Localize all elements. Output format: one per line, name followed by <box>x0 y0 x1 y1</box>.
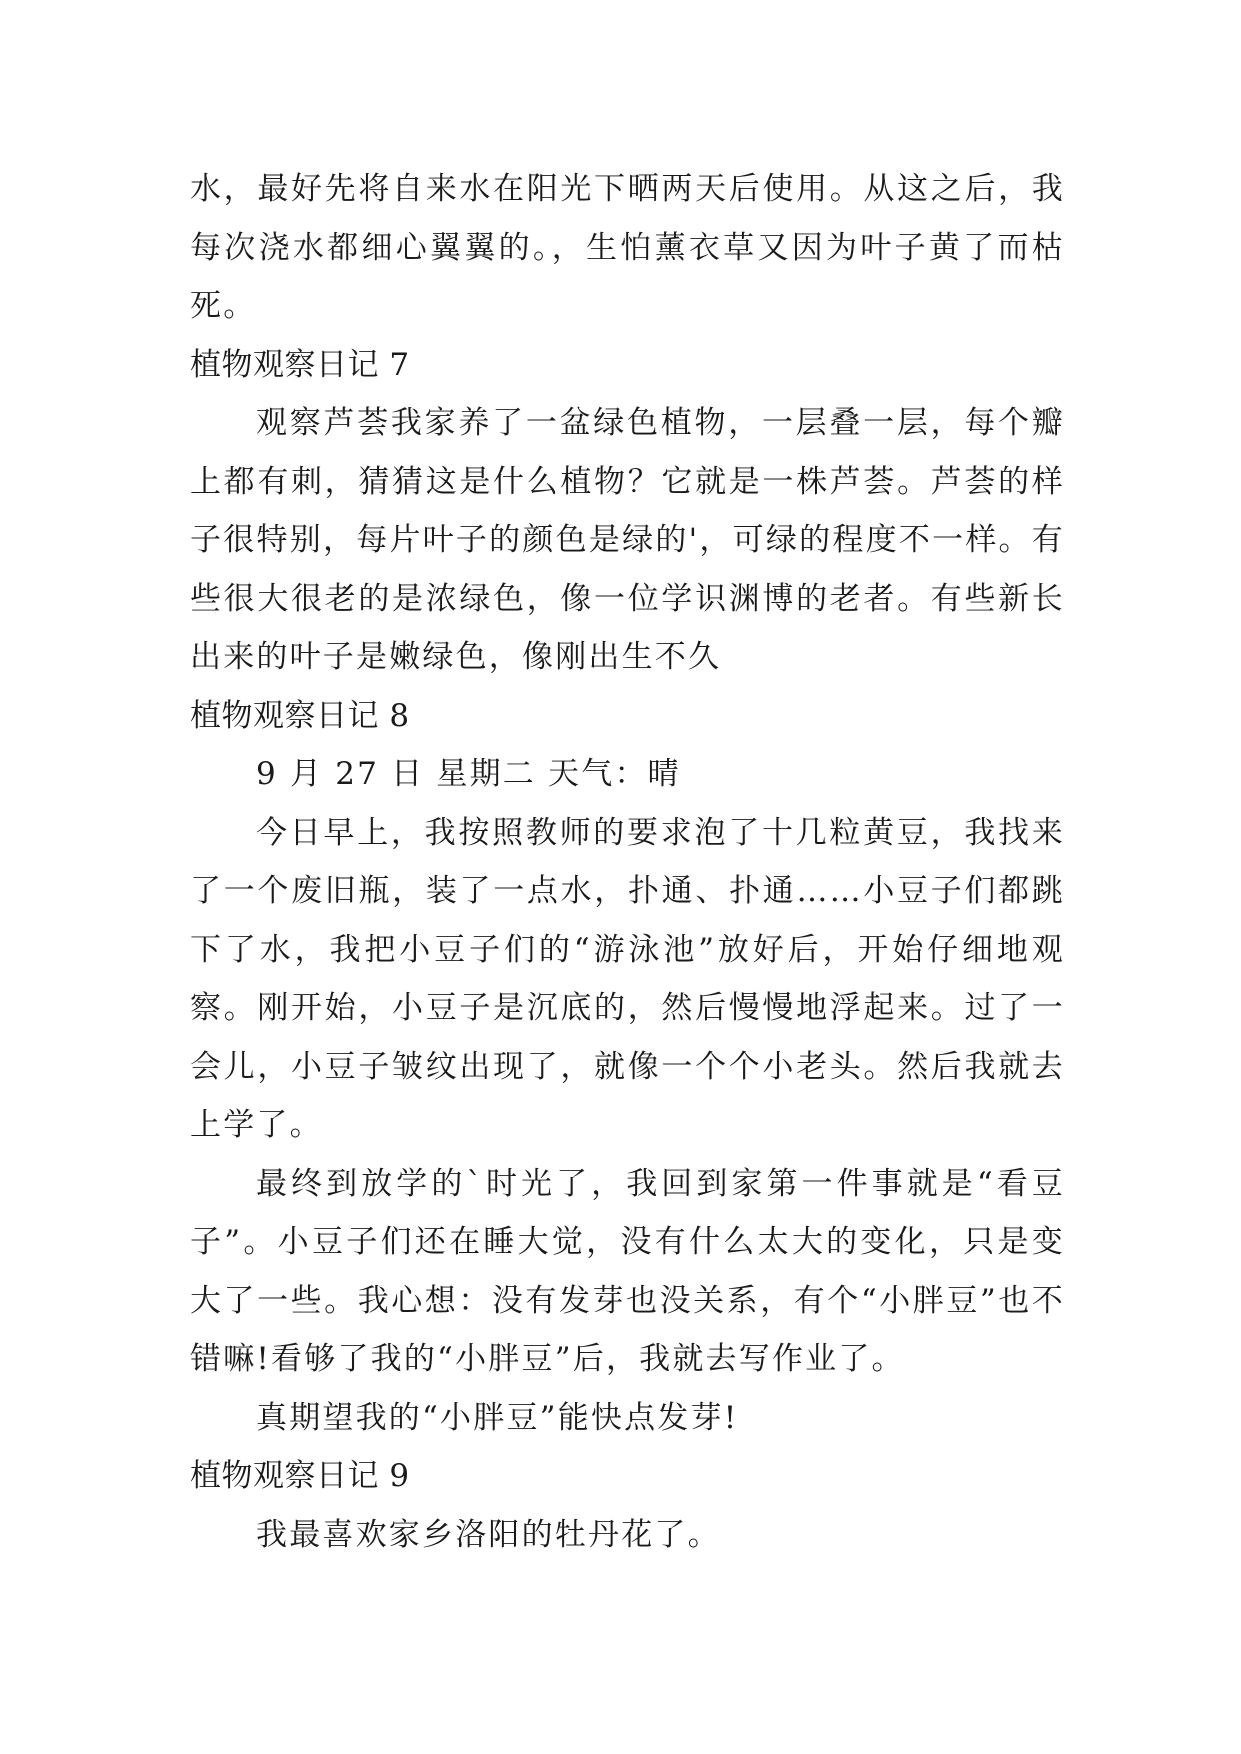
paragraph-soybeans-evening: 最终到放学的`时光了，我回到家第一件事就是“看豆子”。小豆子们还在睡大觉，没有什么太大的变化，只是变大了一些。我心想：没有发芽也没关系，有个“小胖豆”也不错嘛!看够了我的“小胖豆”后，我就去写作业了。 <box>190 1165 1065 1377</box>
paragraph-soybeans-morning: 今日早上，我按照教师的要求泡了十几粒黄豆，我找来了一个废旧瓶，装了一点水，扑通、扑通……小豆子们都跳下了水，我把小豆子们的“游泳池”放好后，开始仔细地观察。刚开始，小豆子是沉底的，然后慢慢地浮起来。过了一会儿，小豆子皱纹出现了，就像一个个小老头。然后我就去上学了。 <box>190 814 1065 1143</box>
diary-heading-7: 植物观察日记 7 <box>190 346 410 383</box>
paragraph-aloe: 观察芦荟我家养了一盆绿色植物，一层叠一层，每个瓣上都有刺，猜猜这是什么植物？它就是一株芦荟。芦荟的样子很特别，每片叶子的颜色是绿的'，可绿的程度不一样。有些很大很老的是浓绿色，像一位学识渊博的老者。有些新长出来的叶子是嫩绿色，像刚出生不久 <box>190 405 1065 675</box>
diary-heading-9: 植物观察日记 9 <box>190 1458 410 1494</box>
paragraph-wish: 真期望我的“小胖豆”能快点发芽! <box>256 1399 739 1436</box>
diary-heading-8: 植物观察日记 8 <box>190 697 410 734</box>
diary-date-line: 9 月 27 日 星期二 天气：晴 <box>256 756 681 792</box>
paragraph-continued: 水，最好先将自来水在阳光下晒两天后使用。从这之后，我每次浇水都细心翼翼的。，生怕薰衣草又因为叶子黄了而枯死。 <box>190 171 1065 324</box>
document-body <box>190 160 1065 1564</box>
paragraph-peony: 我最喜欢家乡洛阳的牡丹花了。 <box>256 1516 721 1553</box>
